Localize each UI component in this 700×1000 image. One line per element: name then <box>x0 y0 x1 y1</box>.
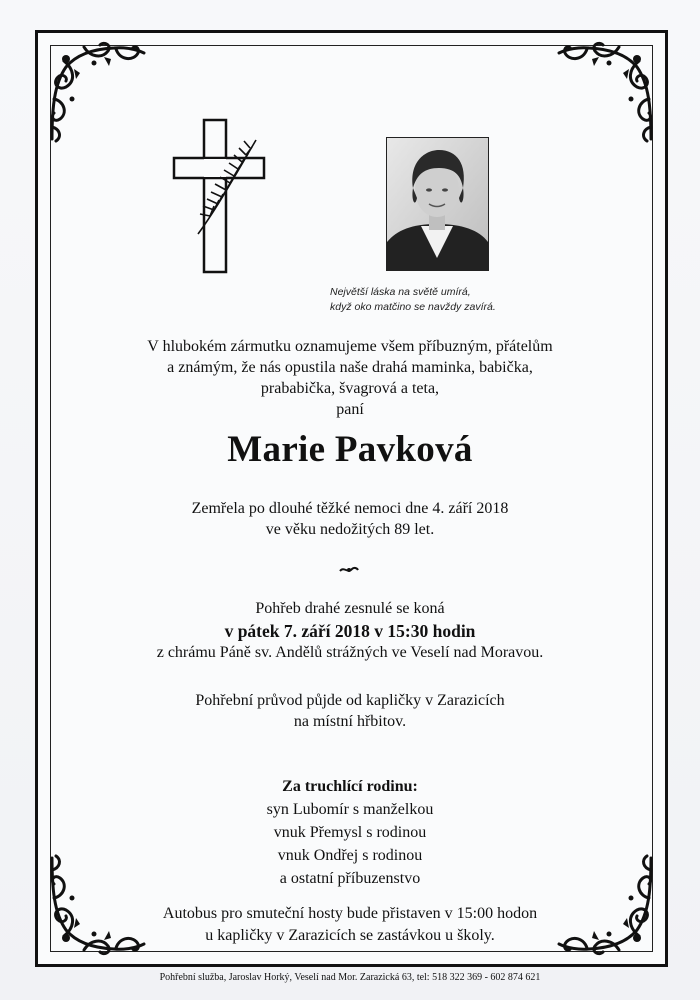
family-heading: Za truchlící rodinu: <box>282 778 418 795</box>
bus-notice <box>50 903 650 947</box>
funeral-service-footer: Pohřební služba, Jaroslav Horký, Veselí nad Mor. Zarazická 63, tel: 518 322 369 - 602 874 621 <box>159 972 541 983</box>
portrait-photo <box>386 137 489 271</box>
death-line: ve věku nedožitých 89 let. <box>265 521 435 538</box>
funeral-location: z chrámu Páně sv. Andělů strážných ve Veselí nad Moravou. <box>156 644 544 661</box>
bus-line: Autobus pro smuteční hosty bude přistaven v 15:00 hodon <box>162 905 538 922</box>
death-line: Zemřela po dlouhé těžké nemoci dne 4. září 2018 <box>191 500 509 517</box>
intro-line: a známým, že nás opustila naše drahá maminka, babička, <box>167 359 533 376</box>
funeral-details <box>50 598 650 664</box>
deceased-name: Marie Pavková <box>227 429 473 470</box>
quote-line: když oko matčino se navždy zavírá. <box>330 301 496 313</box>
memorial-quote <box>330 285 570 315</box>
quote-line: Největší láska na světě umírá, <box>330 286 471 298</box>
flourish-icon <box>338 565 360 575</box>
procession-line: Pohřební průvod půjde od kapličky v Zarazicích <box>195 692 505 709</box>
corner-ornament-icon <box>554 39 659 149</box>
family-member: syn Lubomír s manželkou <box>266 801 434 818</box>
intro-line: paní <box>336 401 364 418</box>
funeral-date: v pátek 7. září 2018 v 15:30 hodin <box>224 621 476 641</box>
corner-ornament-icon <box>44 39 149 149</box>
announcement-intro <box>50 336 650 420</box>
family-member: vnuk Ondřej s rodinou <box>277 847 423 864</box>
family-member: a ostatní příbuzenstvo <box>279 870 421 887</box>
procession-line: na místní hřbitov. <box>293 713 407 730</box>
intro-line: V hlubokém zármutku oznamujeme všem příbuzným, přátelům <box>147 338 553 355</box>
funeral-line: Pohřeb drahé zesnulé se koná <box>255 600 445 617</box>
cross-icon <box>170 116 268 276</box>
family-member: vnuk Přemysl s rodinou <box>273 824 427 841</box>
bus-line: u kapličky v Zarazicích se zastávkou u školy. <box>205 927 495 944</box>
procession-details <box>50 690 650 732</box>
death-notice <box>50 498 650 540</box>
intro-line: prababička, švagrová a teta, <box>260 380 440 397</box>
mourning-family <box>50 775 650 890</box>
